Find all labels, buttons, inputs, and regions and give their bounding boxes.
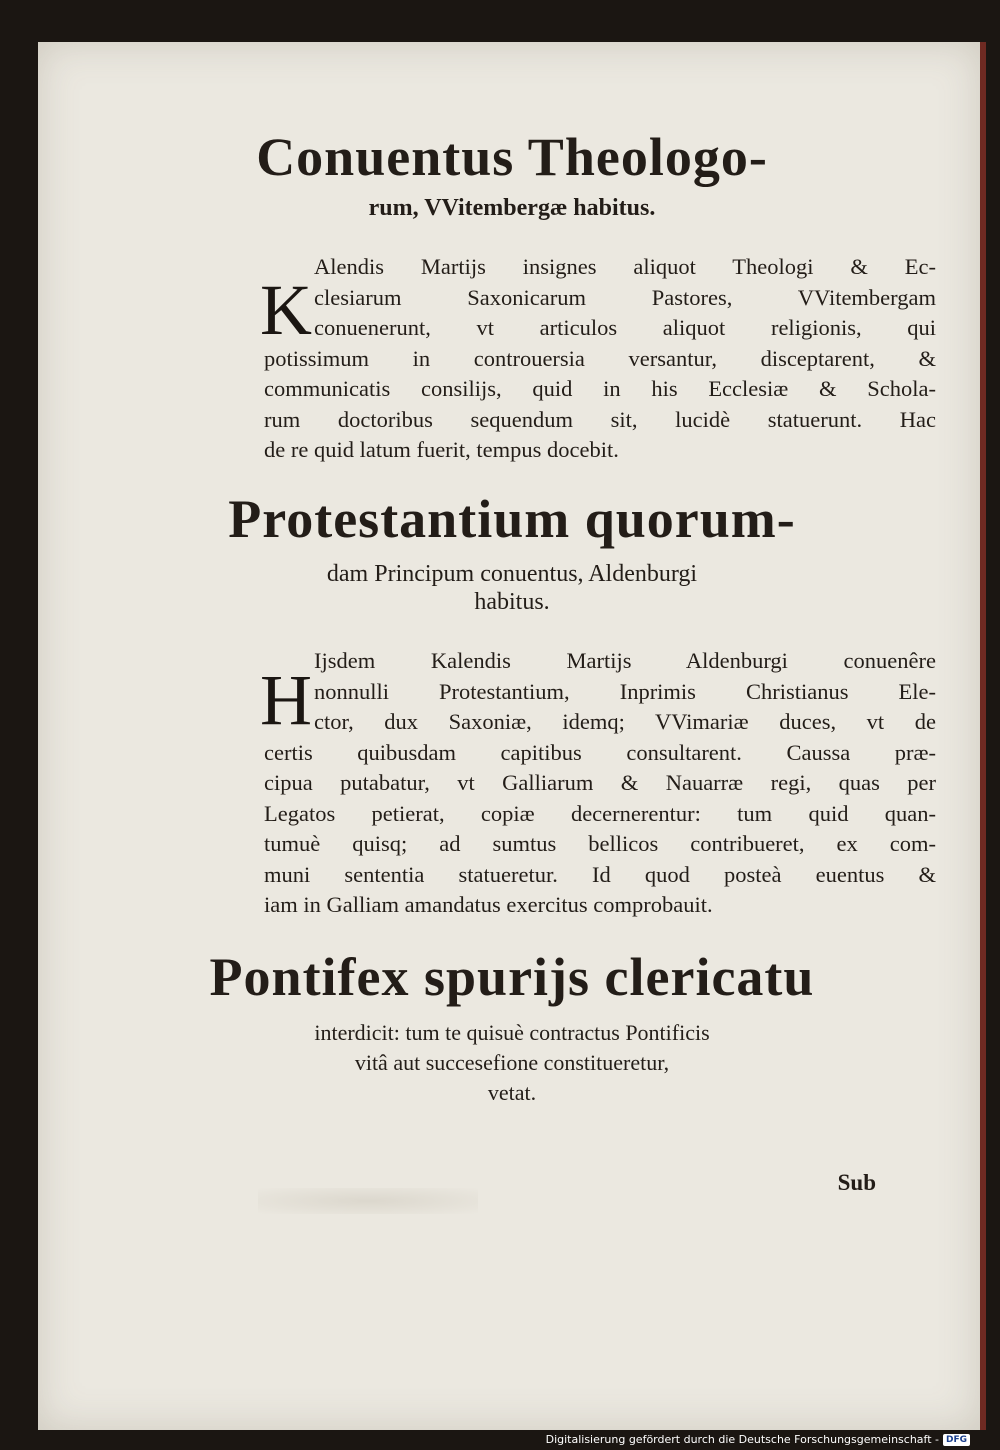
paragraph-line: nonnulli Protestantium, Inprimis Christianus Ele- (314, 678, 936, 704)
section-2-paragraph (264, 646, 936, 921)
section-1-subtitle (38, 194, 986, 222)
paragraph-line: Legatos petierat, copiæ decernerentur: tum quid quan- (264, 800, 936, 826)
paragraph-line: ctor, dux Saxoniæ, idemq; VVimariæ duces, vt de (314, 709, 936, 734)
paragraph-line: cipua putabatur, vt Galliarum & Nauarræ regi, quas per (264, 770, 936, 795)
catchword: Sub (837, 1170, 876, 1195)
section-3-subtitle-line: vitâ aut succesefione constitueretur, (354, 1050, 670, 1075)
paragraph-line: certis quibusdam capitibus consultarent. Caussa præ- (264, 739, 936, 765)
section-3-subtitle (38, 1018, 986, 1108)
section-1-dropcap: K (260, 270, 312, 350)
section-1-subtitle-line: rum, VVitembergæ habitus. (368, 195, 656, 221)
section-2-dropcap: H (260, 660, 312, 740)
section-3-subtitle-line: vetat. (487, 1080, 537, 1105)
paragraph-line: Alendis Martijs insignes aliquot Theologi & Ec- (314, 254, 936, 279)
paragraph-line: conuenerunt, vt articulos aliquot religionis, qui (314, 315, 936, 340)
paragraph-line: communicatis consilijs, quid in his Ecclesiæ & Schola- (264, 376, 936, 401)
section-3-title: Pontifex spurijs clericatu (209, 947, 815, 1007)
section-2-subtitle-line: habitus. (474, 589, 550, 615)
section-3-subtitle-line: interdicit: tum te quisuè contractus Pontificis (314, 1020, 710, 1045)
paragraph-line: tumuè quisq; ad sumtus bellicos contribueret, ex com- (264, 831, 936, 856)
digitization-credit (546, 1433, 970, 1446)
paragraph-line: rum doctoribus sequendum sit, lucidè statuerunt. Hac (264, 406, 936, 432)
dfg-logo: DFG (943, 1434, 970, 1446)
page-stain (258, 1188, 478, 1214)
section-2-title: Protestantium quorum- (228, 489, 796, 549)
section-1-paragraph (264, 252, 936, 466)
paragraph-line: de re quid latum fuerit, tempus docebit. (264, 437, 619, 462)
section-1-title: Conuentus Theologo- (256, 127, 768, 187)
section-2-subtitle-line: dam Principum conuentus, Aldenburgi (326, 561, 698, 587)
paragraph-line: Ijsdem Kalendis Martijs Aldenburgi conuenêre (314, 648, 936, 673)
credit-text: Digitalisierung gefördert durch die Deutsche Forschungsgemeinschaft - (545, 1433, 939, 1446)
book-page (38, 42, 986, 1430)
paragraph-line: potissimum in controuersia versantur, disceptarent, & (264, 345, 936, 371)
section-2-subtitle (38, 560, 986, 616)
paragraph-line: clesiarum Saxonicarum Pastores, VVitembergam (314, 284, 936, 310)
paragraph-line: iam in Galliam amandatus exercitus comprobauit. (264, 892, 713, 917)
paragraph-line: muni sententia statueretur. Id quod posteà euentus & (264, 861, 936, 887)
